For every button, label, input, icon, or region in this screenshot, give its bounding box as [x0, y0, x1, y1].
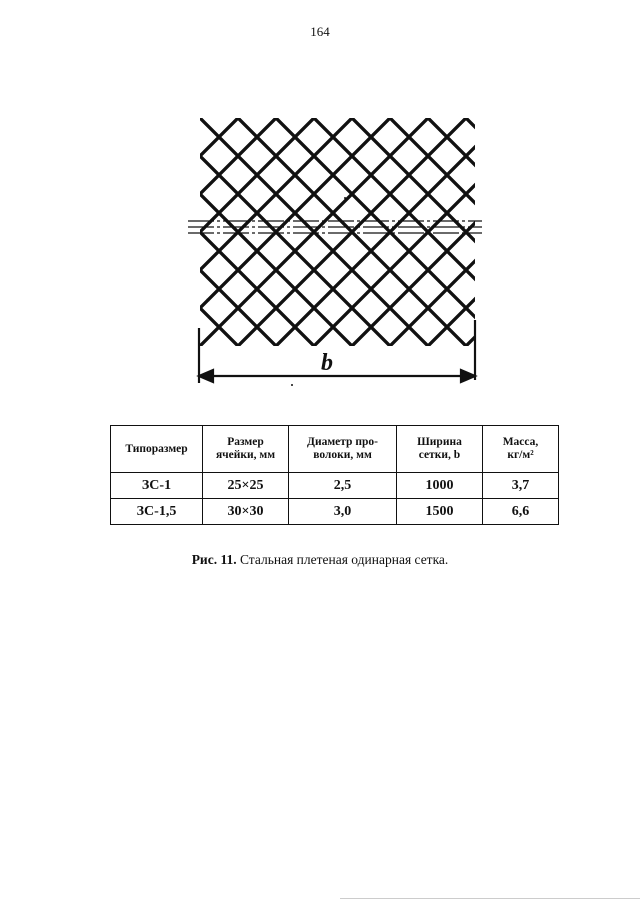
mesh-cell — [295, 308, 333, 346]
mesh-cell — [181, 194, 219, 232]
mesh-cell — [409, 118, 447, 156]
mesh-cell — [409, 232, 447, 270]
mesh-cell — [180, 365, 200, 395]
cell-wire-diameter: 2,5 — [289, 473, 397, 499]
header-wire-diameter: Диаметр про- волоки, мм — [289, 426, 397, 473]
mesh-cell — [466, 137, 490, 175]
mesh-cell — [314, 100, 352, 137]
mesh-cell — [257, 232, 295, 270]
header-mesh-width: Ширина сетки, b — [397, 426, 483, 473]
mesh-cell — [200, 289, 238, 327]
mesh-cell — [371, 308, 409, 346]
mesh-cell — [238, 175, 276, 213]
mesh-cell — [219, 270, 257, 308]
mesh-cell — [352, 137, 390, 175]
mesh-cell — [257, 308, 295, 346]
mesh-cell — [485, 156, 490, 194]
mesh-cell — [371, 156, 409, 194]
mesh-cell — [200, 137, 238, 175]
mesh-cell — [428, 213, 466, 251]
mesh-cell — [314, 365, 352, 395]
mesh-cell — [180, 137, 200, 175]
mesh-cell — [447, 232, 485, 270]
mesh-cell — [428, 251, 466, 289]
mesh-cell — [180, 100, 200, 137]
mesh-cell — [295, 232, 333, 270]
mesh-cell — [276, 289, 314, 327]
mesh-cell — [409, 100, 447, 118]
mesh-cell — [200, 251, 238, 289]
mesh-cell — [314, 327, 352, 365]
mesh-cell — [390, 100, 428, 137]
mesh-cell — [371, 384, 409, 395]
mesh-cell — [257, 194, 295, 232]
mesh-cell — [447, 194, 485, 232]
mesh-cell — [200, 327, 238, 365]
mesh-cell — [181, 270, 219, 308]
mesh-cell — [333, 346, 371, 384]
mesh-cell — [371, 346, 409, 384]
mesh-cell — [333, 232, 371, 270]
mesh-cell — [485, 118, 490, 156]
mesh-cell — [333, 384, 371, 395]
mesh-cell — [352, 213, 390, 251]
table-row — [111, 473, 559, 499]
mesh-cell — [181, 156, 219, 194]
mesh-cell — [485, 308, 490, 346]
mesh-cell — [447, 308, 485, 346]
mesh-cell — [181, 384, 219, 395]
mesh-cell — [219, 346, 257, 384]
mesh-cell — [295, 100, 333, 118]
mesh-cell — [276, 175, 314, 213]
mesh-cell — [485, 100, 490, 118]
mesh-cell — [180, 175, 200, 213]
mesh-cell — [314, 251, 352, 289]
mesh-cell — [466, 251, 490, 289]
cell-mesh-width: 1000 — [397, 473, 483, 499]
mesh-cell — [257, 100, 295, 118]
mesh-cell — [180, 289, 200, 327]
cell-wire-diameter: 3,0 — [289, 499, 397, 525]
mesh-cell — [485, 232, 490, 270]
mesh-cell — [428, 137, 466, 175]
mesh-cell — [352, 289, 390, 327]
mesh-cell — [485, 194, 490, 232]
mesh-cell — [371, 270, 409, 308]
mesh-cell — [238, 365, 276, 395]
mesh-cell — [333, 270, 371, 308]
mesh-cell — [180, 327, 200, 365]
mesh-cell — [352, 175, 390, 213]
mesh-cell — [333, 308, 371, 346]
figure-caption — [0, 552, 640, 568]
mesh-cell — [390, 137, 428, 175]
mesh-cell — [238, 327, 276, 365]
page-number: 164 — [310, 24, 330, 39]
mesh-cell — [466, 289, 490, 327]
mesh-cell — [428, 327, 466, 365]
mesh-cell — [485, 270, 490, 308]
mesh-cell — [466, 100, 490, 137]
mesh-cell — [181, 232, 219, 270]
cell-type-size: ЗС-1,5 — [111, 499, 203, 525]
mesh-cell — [371, 118, 409, 156]
mesh-cell — [314, 137, 352, 175]
mesh-cell — [466, 175, 490, 213]
mesh-cell — [181, 100, 219, 118]
mesh-cell — [371, 232, 409, 270]
mesh-cell — [390, 327, 428, 365]
mesh-cell — [333, 194, 371, 232]
mesh-cell — [219, 100, 257, 118]
mesh-cell — [238, 251, 276, 289]
caption-label: Рис. 11. — [191, 552, 237, 567]
mesh-cell — [276, 137, 314, 175]
mesh-cell — [447, 100, 485, 118]
mesh-cell — [428, 289, 466, 327]
mesh-cell — [219, 194, 257, 232]
mesh-cell — [409, 308, 447, 346]
mesh-cell — [352, 327, 390, 365]
mesh-cell — [219, 232, 257, 270]
mesh-cell — [295, 118, 333, 156]
dimension-label-b: b — [321, 350, 333, 376]
mesh-cell — [409, 270, 447, 308]
mesh-cell — [428, 100, 466, 137]
mesh-cell — [257, 384, 295, 395]
mesh-cell — [447, 270, 485, 308]
mesh-cell — [200, 100, 238, 137]
cell-cell-size: 25×25 — [203, 473, 289, 499]
mesh-cell — [466, 213, 490, 251]
mesh-cell — [447, 118, 485, 156]
mesh-cell — [409, 194, 447, 232]
cell-type-size: ЗС-1 — [111, 473, 203, 499]
mesh-cell — [371, 194, 409, 232]
mesh-cell — [314, 213, 352, 251]
cell-mass: 6,6 — [483, 499, 559, 525]
mesh-cell — [180, 213, 200, 251]
mesh-cell — [409, 384, 447, 395]
mesh-cell — [238, 213, 276, 251]
mesh-cell — [390, 213, 428, 251]
mesh-cell — [333, 118, 371, 156]
mesh-cell — [295, 270, 333, 308]
mesh-cell — [352, 365, 390, 395]
steel-mesh-figure — [180, 100, 490, 395]
mesh-cell — [219, 384, 257, 395]
mesh-cell — [238, 137, 276, 175]
mesh-cell — [257, 346, 295, 384]
mesh-cell — [447, 156, 485, 194]
table-header-row — [111, 426, 559, 473]
mesh-cell — [390, 365, 428, 395]
cell-cell-size: 30×30 — [203, 499, 289, 525]
mesh-cell — [219, 156, 257, 194]
mesh-cell — [333, 100, 371, 118]
mesh-cell — [466, 327, 490, 365]
mesh-cell — [238, 289, 276, 327]
mesh-cell — [371, 100, 409, 118]
mesh-cell — [276, 100, 314, 137]
mesh-cell — [466, 365, 490, 395]
mesh-cell — [409, 156, 447, 194]
mesh-cell — [447, 384, 485, 395]
mesh-cell — [219, 308, 257, 346]
mesh-cell — [238, 100, 276, 137]
caption-text: Стальная плетеная одинарная сетка. — [236, 552, 449, 567]
mesh-cell — [352, 100, 390, 137]
mesh-cell — [352, 251, 390, 289]
mesh-cell — [276, 365, 314, 395]
cell-mesh-width: 1500 — [397, 499, 483, 525]
header-mass: Масса, кг/м² — [483, 426, 559, 473]
mesh-cell — [428, 175, 466, 213]
header-type-size: Типоразмер — [111, 426, 203, 473]
mesh-cell — [219, 118, 257, 156]
mesh-spec-table — [110, 425, 559, 525]
mesh-cell — [295, 384, 333, 395]
mesh-cell — [295, 156, 333, 194]
mesh-cell — [257, 156, 295, 194]
mesh-cell — [314, 175, 352, 213]
mesh-cell — [390, 175, 428, 213]
mesh-cell — [200, 213, 238, 251]
mesh-cell — [485, 384, 490, 395]
header-cell-size: Размер ячейки, мм — [203, 426, 289, 473]
mesh-cell — [295, 194, 333, 232]
mesh-cell — [314, 289, 352, 327]
mesh-cell — [390, 251, 428, 289]
mesh-cell — [276, 327, 314, 365]
mesh-pattern — [180, 100, 490, 395]
mesh-cell — [181, 118, 219, 156]
mesh-cell — [276, 251, 314, 289]
mesh-cell — [257, 270, 295, 308]
mesh-cell — [257, 118, 295, 156]
cell-mass: 3,7 — [483, 473, 559, 499]
mesh-cell — [180, 251, 200, 289]
mesh-cell — [390, 289, 428, 327]
mesh-cell — [200, 175, 238, 213]
mesh-cell — [333, 156, 371, 194]
mesh-cell — [276, 213, 314, 251]
footer-line — [340, 898, 640, 899]
mesh-cell — [409, 346, 447, 384]
mesh-cell — [485, 346, 490, 384]
table-row — [111, 499, 559, 525]
